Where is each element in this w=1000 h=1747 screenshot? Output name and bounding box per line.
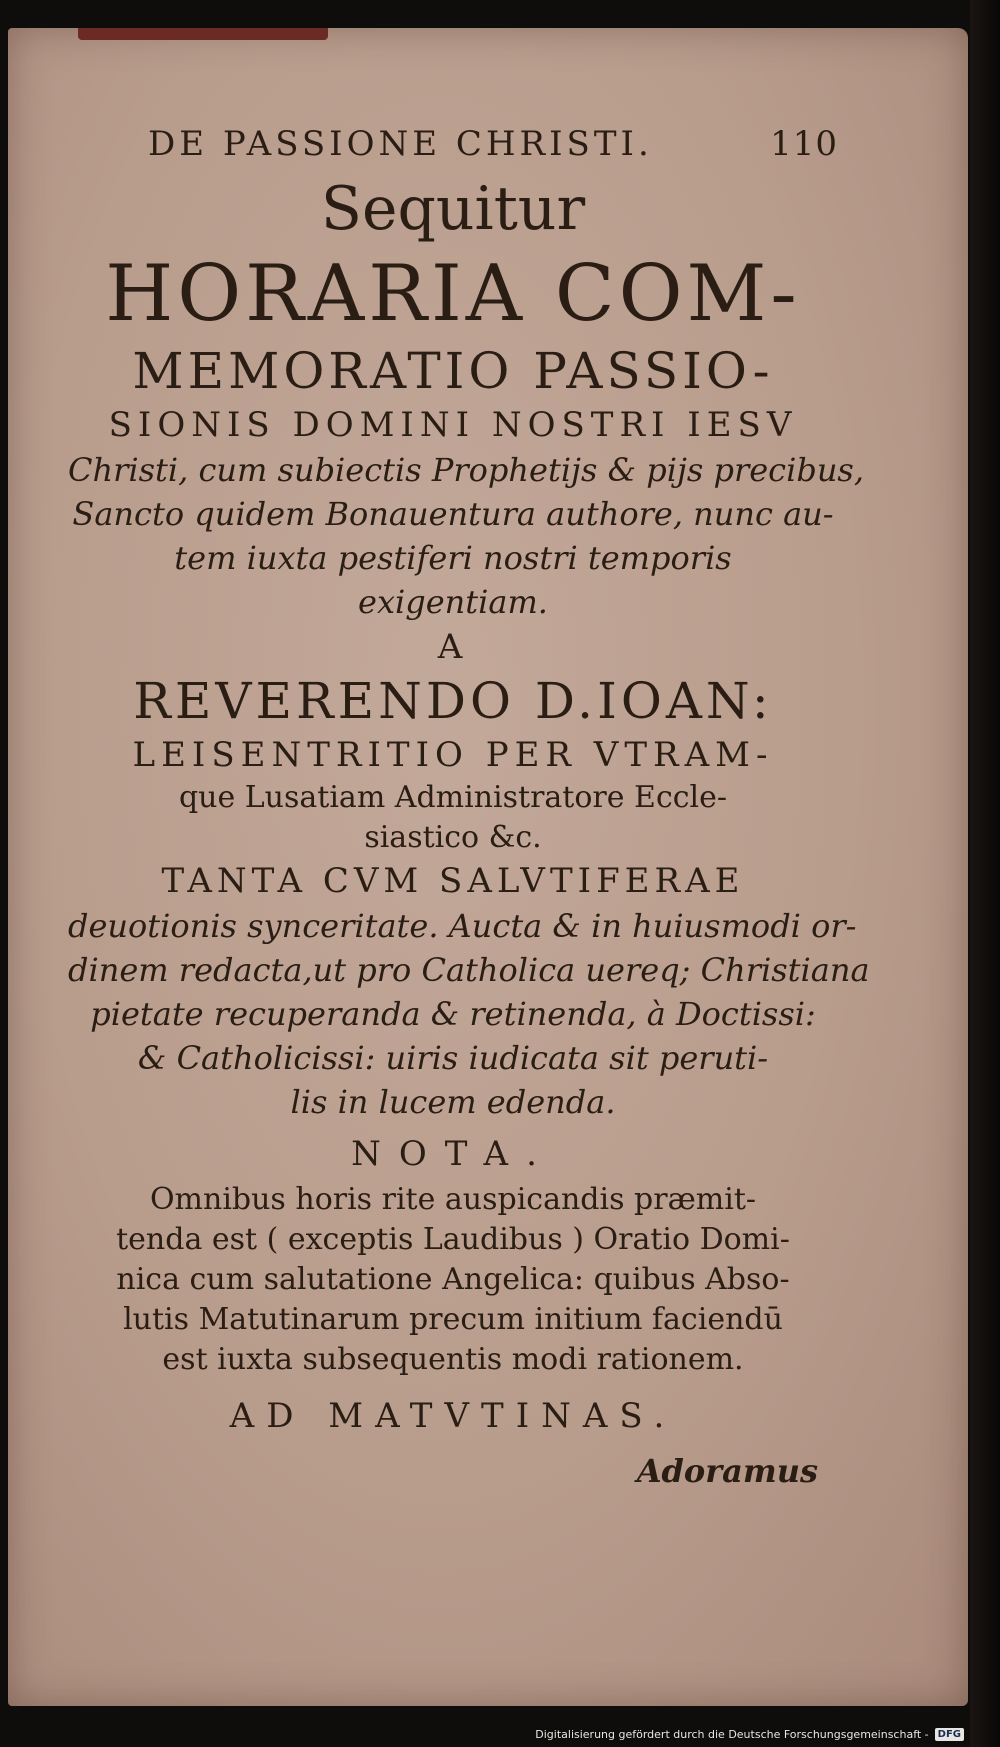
section-heading: AD MATVTINAS. [229, 1396, 677, 1436]
title-line: que Lusatiam Administratore Eccle- [178, 780, 728, 815]
title-line: Christi, cum subiectis Prophetijs & pijs precibus, [68, 451, 865, 489]
title-line: Sancto quidem Bonauentura authore, nunc au- [72, 495, 834, 533]
nota-line: Omnibus horis rite auspicandis præmit- [149, 1182, 757, 1217]
title-line: SIONIS DOMINI NOSTRI IESV [108, 405, 798, 445]
dfg-logo: DFG [935, 1728, 964, 1741]
title-line: REVERENDO D.IOAN: [133, 672, 773, 730]
running-head-title: DE PASSIONE CHRISTI. [148, 124, 653, 164]
book-spine-shadow [970, 0, 1000, 1747]
title-line: lis in lucem edenda. [290, 1083, 616, 1121]
nota-line: est iuxta subsequentis modi rationem. [162, 1342, 744, 1377]
page-top-edge [78, 28, 328, 40]
page-text [68, 118, 870, 1496]
title-line: A [437, 627, 469, 667]
catchword: Adoramus [636, 1452, 818, 1490]
credit-text: Digitalisierung gefördert durch die Deutsche Forschungsgemeinschaft - [535, 1728, 929, 1741]
nota-heading: NOTA. [351, 1134, 555, 1174]
title-line: tem iuxta pestiferi nostri temporis [174, 539, 732, 577]
title-line: siastico &c. [364, 820, 542, 855]
book-page [8, 28, 968, 1706]
title-line: HORARIA COM- [105, 249, 801, 339]
title-line: TANTA CVM SALVTIFERAE [161, 861, 745, 901]
title-line: MEMORATIO PASSIO- [132, 342, 774, 400]
title-line: exigentiam. [358, 583, 548, 621]
page-number: 110 [770, 124, 838, 164]
running-head [68, 118, 838, 170]
nota-line: tenda est ( exceptis Laudibus ) Oratio Domi- [116, 1222, 790, 1257]
nota-line: nica cum salutatione Angelica: quibus Abso- [116, 1262, 790, 1297]
digitization-credit [535, 1728, 964, 1741]
title-line: pietate recuperanda & retinenda, à Doctissi: [90, 995, 816, 1033]
title-line: deuotionis synceritate. Aucta & in huiusmodi or- [68, 907, 857, 945]
nota-line: lutis Matutinarum precum initium faciendū [123, 1302, 783, 1337]
title-line: Sequitur [320, 174, 586, 244]
title-line: LEISENTRITIO PER VTRAM- [132, 735, 774, 775]
title-line: & Catholicissi: uiris iudicata sit peruti- [137, 1039, 769, 1077]
title-line: dinem redacta,ut pro Catholica uereq; Christiana [68, 951, 870, 989]
